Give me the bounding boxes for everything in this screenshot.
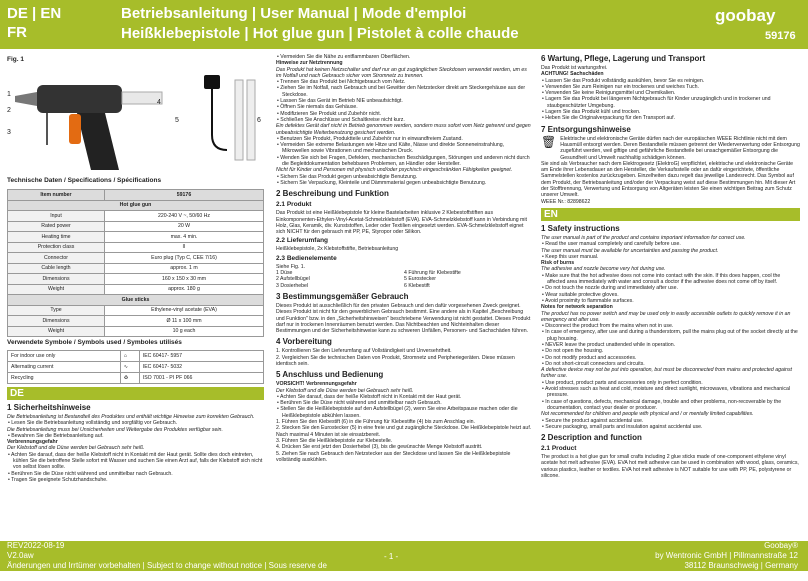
table-cell: Ethylene-vinyl acetate (EVA) bbox=[105, 305, 264, 316]
bullet-item: • Lassen Sie das Gerät im Betrieb NIE unbeaufsichtigt. bbox=[276, 98, 532, 104]
table-cell: max. 4 min. bbox=[105, 232, 264, 243]
footer-bar bbox=[0, 541, 808, 580]
table-cell: 10 g each bbox=[105, 326, 264, 337]
version: V2.0aw bbox=[7, 551, 34, 560]
table-cell: ISO 7001 - PI PF 066 bbox=[139, 373, 263, 384]
section-title: 7 Entsorgungshinweise bbox=[541, 124, 631, 134]
step-item: 1. Führen Sie den Klebestift (6) in die Führung für Klebestifte (4) bis zum Anschlag ein. bbox=[276, 419, 475, 426]
callout-1: 1 bbox=[7, 91, 11, 98]
bullet-item: • Do not modify product and accessories. bbox=[541, 355, 800, 361]
paragraph: Elektrische und elektronische Geräte dürfen nach der europäischen WEEE Richtlinie nicht mit dem Hausmüll entsorgt werden. Deren Bestandteile müssen getrennt der Wiederverwertung oder Entsorgung zugeführt werden, weil giftige und gefährliche Bestandteile bei unsachgemäßer Entsorgung die Gesundheit und Umwelt nachhaltig schädigen können. bbox=[560, 135, 800, 161]
table-cell: Weight bbox=[8, 326, 105, 337]
callout-3: 3 bbox=[7, 129, 11, 136]
revision-date: REV2022-08-19 bbox=[7, 541, 65, 550]
paragraph: Ein defektes Gerät darf nicht in Betrieb genommen werden, sondern muss sofort vom Netz getrennt und gegen unbeabsichtigte Weiterbenutzung gesichert werden. bbox=[276, 123, 531, 136]
product-title: Heißklebepistole | Hot glue gun | Pistolet à colle chaude bbox=[121, 25, 519, 42]
paragraph: Der Klebstoff und die Düse werden bei Gebrauch sehr heiß. bbox=[276, 387, 414, 394]
table-cell: II bbox=[105, 242, 264, 253]
section-title: 5 Anschluss und Bedienung bbox=[276, 370, 384, 380]
controls-list bbox=[276, 270, 532, 289]
bullet-item: • Wear suitable protective gloves. bbox=[541, 292, 800, 298]
table-cell: 220-240 V ~, 50/60 Hz bbox=[105, 211, 264, 222]
manual-title: Betriebsanleitung | User Manual | Mode d'emploi bbox=[121, 5, 467, 22]
section-title: 3 Bestimmungsgemäßer Gebrauch bbox=[276, 291, 409, 301]
table-row bbox=[8, 274, 264, 285]
step-item: 1. Kontrollieren Sie den Lieferumfang auf Vollständigkeit und Unversehrtheit. bbox=[276, 348, 452, 355]
paragraph: Sie sind als Verbraucher nach dem Elektrogesetz (ElektroG) verpflichtet, elektrische und elektronische Geräte am Ende ihrer Lebensdauer an den Hersteller, die Verkaufsstelle oder an dafür eingerichtete, öffentliche Sammelstellen kostenlos zurückzugeben. Einzelheiten dazu regelt das jeweilige Landesrecht. Das Symbol auf dem Produkt, der Betriebsanleitung und/oder der Verpackung weist auf diese Bestimmungen hin. Mit dieser Art der Stofftrennung, Verwertung und Entsorgung von Altgeräten leisten Sie einen wichtigen Beitrag zum Schutz unserer Umwelt. bbox=[541, 160, 796, 199]
bullet-item: • Secure packaging, small parts and insulation against accidental use. bbox=[541, 424, 800, 430]
table-cell: Item number bbox=[8, 190, 105, 201]
paragraph: Das Produkt hat keinen Netzschalter und darf nur an gut zugänglichen Steckdosen verwendet werden, um es im Notfall und nach Gebrauch sicher vom Stromnetz zu trennen. bbox=[276, 66, 527, 79]
subheading: Risk of burns bbox=[541, 260, 575, 267]
subheading: Hinweise zur Netztrennung bbox=[276, 60, 343, 67]
column-3 bbox=[541, 54, 800, 479]
bullet-item: • Use product, product parts and accessories only in perfect condition. bbox=[541, 380, 800, 386]
table-row bbox=[8, 190, 264, 201]
table-row bbox=[8, 221, 264, 232]
plug-shape bbox=[204, 75, 220, 89]
language-line-2: FR bbox=[7, 24, 27, 41]
table-cell: Dimensions bbox=[8, 316, 105, 327]
figure-label: Fig. 1 bbox=[7, 56, 24, 63]
table-row bbox=[8, 295, 264, 306]
paragraph: Siehe Fig. 1. bbox=[276, 263, 306, 270]
table-row bbox=[8, 373, 264, 384]
paragraph: The product is a hot glue gun for small crafts including 2 glue sticks made of one-component ethylene vinyl acetate hot melt adhesive (EVA). EVA hot melt adhesive can be used in combination with wood, glass, ceramics, various plastics, leather or textiles. EVA hot melt adhesive is NOT suitable for use with PP, PE, polystyrene or silicone. bbox=[541, 454, 799, 480]
nozzle-shape bbox=[15, 92, 37, 106]
bullet-item: • Lagern Sie das Produkt kühl und trocken. bbox=[541, 109, 800, 115]
ac-symbol-icon: ∿ bbox=[120, 362, 139, 373]
paragraph: The product has no power switch and may be used only in easily accessible outlets to quickly remove it in an emergency and after use. bbox=[541, 310, 791, 323]
warning-type: Verbrennungsgefahr bbox=[305, 381, 357, 388]
callout-6: 6 bbox=[257, 117, 261, 124]
bullet-item: • Verwenden Sie zum Reinigen nur ein trockenes und weiches Tuch. bbox=[541, 84, 800, 90]
section-title: 2 Description and function bbox=[541, 433, 642, 443]
paragraph: Das Produkt ist wartungsfrei. bbox=[541, 65, 608, 71]
bullet-item: • Schließen Sie Anschlüsse und Schaltkreise nicht kurz. bbox=[276, 117, 532, 123]
bullet-item: • Avoid proximity to flammable surfaces. bbox=[541, 298, 800, 304]
step-item: 5. Ziehen Sie nach Gebrauch den Netzstecker aus der Steckdose und lassen Sie die Heißklebepistole vollständig auskühlen. bbox=[276, 450, 511, 463]
table-cell: IEC 60417- 5032 bbox=[139, 362, 263, 373]
list-item: 4 Führung für Klebestifte bbox=[404, 270, 461, 277]
handle-shape bbox=[77, 113, 119, 170]
list-item: 6 Klebestift bbox=[404, 282, 430, 289]
table-cell: Ø 11 x 100 mm bbox=[105, 316, 264, 327]
symbols-title: Verwendete Symbole / Symbols used / Symboles utilisés bbox=[7, 339, 182, 346]
model-number: 59176 bbox=[765, 30, 796, 42]
weee-block bbox=[541, 136, 800, 161]
bullet-item: • Trennen Sie das Produkt bei Nichtgebrauch vom Netz. bbox=[276, 79, 532, 85]
table-cell: 160 x 150 x 30 mm bbox=[105, 274, 264, 285]
bullet-item: • Do not touch the nozzle during and immediately after use. bbox=[541, 285, 800, 291]
subheading: Verbrennungsgefahr bbox=[7, 439, 58, 446]
paragraph: Heißklebepistole, 2x Klebstoffstifte, Betriebsanleitung bbox=[276, 246, 399, 253]
language-bar-de: DE bbox=[7, 387, 264, 400]
weee-number: WEEE Nr.: 82898622 bbox=[541, 198, 591, 205]
table-cell: Rated power bbox=[8, 221, 105, 232]
paragraph: Die Betriebsanleitung muss bei Unsicherheiten und Weitergabe des Produktes verfügbar sein. bbox=[7, 426, 223, 433]
spare-stick-shape bbox=[235, 80, 243, 160]
bullet-item: • NEVER leave the product unattended while in operation. bbox=[541, 342, 800, 348]
paragraph: The user manual must be available for uncertainties and passing the product. bbox=[541, 247, 719, 254]
bullet-item: • Lagern Sie das Produkt bei längerem Nichtgebrauch für Kinder unzugänglich und in trockener und staubgeschützter Umgebung. bbox=[541, 96, 800, 109]
paragraph: Dieses Produkt ist ausschließlich für den privaten Gebrauch und den dafür vorgesehenen Zweck geeignet. Dieses Produkt ist nicht für den gewerblichen Gebrauch bestimmt. Eine andere als in Kapitel „Beschreibung und Funktion" bzw. in den „Sicherheitshinweisen" beschriebene Verwendung ist nicht gestattet. Dieses Produkt darf nur in trockenen Innenräumen benutzt werden. Das Nichtbeachten und Nichteinhalten dieser Bestimmungen und der Sicherheitshinweise kann zu schweren Unfällen, Personen- und Sachschäden führen. bbox=[276, 302, 531, 335]
table-cell: Weight bbox=[8, 284, 105, 295]
cable-shape bbox=[212, 85, 227, 150]
table-cell: 20 W bbox=[105, 221, 264, 232]
footer-brand: Goobay® bbox=[764, 541, 798, 550]
bullet-item: • Read the user manual completely and carefully before use. bbox=[541, 241, 800, 247]
bullet-item: • Sichern Sie das Produkt gegen unbeabsichtigte Benutzung. bbox=[276, 174, 532, 180]
bullet-item: • Vermeiden Sie die Nähe zu entflammbaren Oberflächen. bbox=[276, 54, 532, 60]
bullet-item: • Tragen Sie geeignete Schutzhandschuhe. bbox=[7, 477, 264, 483]
table-cell: Dimensions bbox=[8, 274, 105, 285]
subsection-title: 2.2 Lieferumfang bbox=[276, 237, 329, 245]
column-2 bbox=[276, 54, 532, 463]
bullet-item: • Berühren Sie die Düse nicht während und unmittelbar nach Gebrauch. bbox=[7, 471, 264, 477]
column-1 bbox=[7, 54, 264, 483]
paragraph: The adhesive and nozzle become very hot during use. bbox=[541, 266, 666, 273]
table-subheading: Hot glue gun bbox=[8, 200, 264, 211]
table-cell: Alternating current bbox=[8, 362, 121, 373]
warning-label: ACHTUNG! bbox=[541, 71, 569, 78]
glue-gun-illustration bbox=[7, 70, 264, 175]
section-title: 1 Sicherheitshinweise bbox=[7, 403, 91, 412]
bullet-item: • Achten Sie darauf, dass der heiße Klebstoff nicht in Kontakt mit der Haut gerät. bbox=[276, 394, 532, 400]
language-bar-en: EN bbox=[541, 208, 800, 221]
table-row bbox=[8, 232, 264, 243]
table-row bbox=[8, 326, 264, 337]
bullet-item: • In case of emergency, after use and during a thunderstorm, pull the mains plug out of the socket directly at the plug housing. bbox=[541, 329, 800, 342]
list-item: 1 Düse bbox=[276, 270, 293, 277]
section-title: 1 Safety instructions bbox=[541, 223, 620, 233]
table-row bbox=[8, 284, 264, 295]
weee-bin-icon: 🗑 bbox=[541, 134, 557, 149]
paragraph: The user manual is part of the product and contains important information for correct use. bbox=[541, 234, 746, 241]
subsection-title: 2.1 Produkt bbox=[276, 201, 312, 209]
product-figure bbox=[7, 70, 264, 175]
spare-stick-shape-2 bbox=[247, 80, 255, 160]
step-item: 2. Stecken Sie den Eurostecker (5) in eine freie und gut zugängliche Steckdose. Die Heißklebepistole heizt auf. Nach maximal 4 Minuten ist sie einsatzbereit. bbox=[276, 425, 532, 438]
bullet-item: • Achten Sie darauf, dass der heiße Klebstoff nicht in Kontakt mit der Haut gerät. Sollte dies doch eintreten, kühlen Sie die betroffene Stelle sofort mit Wasser und suchen Sie einen Arzt auf, falls der Klebstoff sich nicht von selbst lösen sollte. bbox=[7, 452, 264, 471]
bullet-item: • Make sure that the hot adhesive does not come into contact with the skin. If this does happen, cool the affected area immediately with water and consult a doctor if the adhesive does not come off by itself. bbox=[541, 273, 800, 286]
bullet-item: • Lesen Sie die Betriebsanleitung vollständig und sorgfältig vor Gebrauch. bbox=[7, 420, 264, 426]
bullet-item: • In case of questions, defects, mechanical damage, trouble and other problems, non-recoverable by the documentation, contact your dealer or producer. bbox=[541, 399, 800, 412]
bullet-item: • Disconnect the product from the mains when not in use. bbox=[541, 323, 800, 329]
table-row bbox=[8, 211, 264, 222]
table-row bbox=[8, 263, 264, 274]
callout-2: 2 bbox=[7, 107, 11, 114]
page-number: - 1 - bbox=[384, 552, 399, 561]
disclaimer: Änderungen und Irrtümer vorbehalten | Subject to change without notice | Sous reserve de modifications. bbox=[7, 561, 327, 580]
bullet-item: • Bewahren Sie die Betriebsanleitung auf. bbox=[7, 433, 264, 439]
symbols-table bbox=[7, 350, 264, 384]
bullet-item: • Öffnen Sie niemals das Gehäuse. bbox=[276, 104, 532, 110]
list-item: 3 Dosierhebel bbox=[276, 282, 309, 289]
trigger-shape bbox=[69, 114, 81, 144]
section-title: 2 Beschreibung und Funktion bbox=[276, 189, 389, 199]
table-row bbox=[8, 316, 264, 327]
indoor-symbol-icon: ⌂ bbox=[120, 351, 139, 362]
warning-label: VORSICHT! bbox=[276, 381, 305, 388]
bullet-item: • Do not open the housing. bbox=[541, 348, 800, 354]
table-cell: Protection class bbox=[8, 242, 105, 253]
paragraph: Der Klebstoff und die Düse werden bei Gebrauch sehr heiß. bbox=[7, 445, 145, 452]
table-row bbox=[8, 242, 264, 253]
bullet-item: • Wenden Sie sich bei Fragen, Defekten, mechanischen Beschädigungen, Störungen und anderen nicht durch die Begleitdokumentation behebbaren Problemen, an Händler oder Hersteller. bbox=[276, 155, 532, 168]
list-item: 2 Aufstellbügel bbox=[276, 276, 310, 283]
subheading: Notes for network separation bbox=[541, 304, 613, 311]
language-codes bbox=[7, 4, 61, 42]
brand-logo: goobay bbox=[715, 6, 776, 25]
table-cell: Euro plug (Typ C, CEE 7/16) bbox=[105, 253, 264, 264]
table-cell: Connector bbox=[8, 253, 105, 264]
table-cell: For indoor use only bbox=[8, 351, 121, 362]
paragraph: Not recommended for children and people with physical and / or mentally limited capabilities. bbox=[541, 411, 754, 418]
table-row bbox=[8, 200, 264, 211]
step-item: 2. Vergleichen Sie die technischen Daten von Produkt, Stromnetz und Peripheriegeräten. Diese müssen identisch sein. bbox=[276, 354, 515, 367]
footer-left bbox=[7, 541, 357, 581]
section-title: 4 Vorbereitung bbox=[276, 337, 332, 347]
table-cell: 59176 bbox=[105, 190, 264, 201]
warning-type: Sachschäden bbox=[570, 71, 604, 78]
footer-right bbox=[655, 541, 798, 571]
bullet-item: • Secure the product against accidental use. bbox=[541, 418, 800, 424]
table-row bbox=[8, 351, 264, 362]
paragraph: Die Betriebsanleitung ist Bestandteil des Produktes und enthält wichtige Hinweise zum korrekten Gebrauch. bbox=[7, 414, 255, 420]
callout-4: 4 bbox=[157, 99, 161, 106]
bullet-item: • Stellen Sie die Heißklebepistole auf den Aufstellbügel (2), wenn Sie eine Arbeitspause machen oder die Heißklebepistole abkühlen lassen. bbox=[276, 406, 532, 419]
subsection-title: 2.3 Bedienelemente bbox=[276, 254, 337, 262]
bullet-item: • Modifizieren Sie Produkt und Zubehör nicht. bbox=[276, 111, 532, 117]
table-cell: IEC 60417- 5957 bbox=[139, 351, 263, 362]
paragraph: Nicht für Kinder und Personen mit physisch und/oder psychisch eingeschränkten Fähigkeiten geeignet. bbox=[276, 167, 513, 174]
table-row bbox=[8, 253, 264, 264]
tech-data-table bbox=[7, 189, 264, 337]
footer-city: 38112 Braunschweig | Germany bbox=[684, 561, 798, 570]
recycling-symbol-icon: ♻ bbox=[120, 373, 139, 384]
callout-5: 5 bbox=[175, 117, 179, 124]
subsection-title: 2.1 Product bbox=[541, 445, 577, 453]
step-item: 3. Führen Sie die Heißklebepistole zur Klebestelle. bbox=[276, 437, 393, 444]
list-item: 5 Eurostecker bbox=[404, 276, 437, 283]
table-cell: approx. 1 m bbox=[105, 263, 264, 274]
bullet-item: • Keep this user manual. bbox=[541, 254, 800, 260]
bullet-item: • Berühren Sie die Düse nicht während und unmittelbar nach Gebrauch. bbox=[276, 400, 532, 406]
footer-company: by Wentronic GmbH | Pillmannstraße 12 bbox=[655, 551, 798, 560]
table-row bbox=[8, 362, 264, 373]
step-item: 4. Drücken Sie erst jetzt den Dosierhebel (3), bis die gewünschte Menge Klebstoff austritt. bbox=[276, 444, 483, 451]
glue-stick-shape bbox=[122, 92, 162, 104]
bullet-item: • Vermeiden Sie extreme Belastungen wie Hitze und Kälte, Nässe und direkte Sonneneinstrahlung, Mikrowellen sowie Vibrationen und mechanischen Druck. bbox=[276, 142, 532, 155]
table-cell: Heating time bbox=[8, 232, 105, 243]
gun-body bbox=[37, 85, 122, 113]
table-subheading: Glue sticks bbox=[8, 295, 264, 306]
header-bar bbox=[0, 0, 808, 49]
table-cell: Cable length bbox=[8, 263, 105, 274]
table-cell: Type bbox=[8, 305, 105, 316]
bullet-item: • Ziehen Sie im Notfall, nach Gebrauch und bei Gewitter den Netzstecker direkt am Steckergehäuse aus der Steckdose. bbox=[276, 85, 532, 98]
language-line-1: DE | EN bbox=[7, 5, 62, 22]
table-cell: Recycling bbox=[8, 373, 121, 384]
bullet-item: • Avoid stresses such as heat and cold, moisture and direct sunlight, microwaves, vibrations and mechanical pressure. bbox=[541, 386, 800, 399]
table-row bbox=[8, 305, 264, 316]
bullet-item: • Sichern Sie Verpackung, Kleinteile und Dämmmaterial gegen unbeabsichtigte Benutzung. bbox=[276, 180, 532, 186]
bullet-item: • Benutzen Sie Produkt, Produktteile und Zubehör nur in einwandfreiem Zustand. bbox=[276, 136, 532, 142]
table-cell: Input bbox=[8, 211, 105, 222]
paragraph: A defective device may not be put into operation, but must be disconnected from mains and protected against further use. bbox=[541, 367, 792, 380]
bullet-item: • Verwenden Sie keine Reinigungsmittel und Chemikalien. bbox=[541, 90, 800, 96]
bullet-item: • Lassen Sie das Produkt vollständig auskühlen, bevor Sie es reinigen. bbox=[541, 78, 800, 84]
section-title: 6 Wartung, Pflege, Lagerung und Transport bbox=[541, 54, 706, 63]
table-cell: approx. 180 g bbox=[105, 284, 264, 295]
paragraph: Das Produkt ist eine Heißklebepistole für kleine Bastelarbeiten inklusive 2 Klebestoffstiften aus Einkomponenten-Ethylen-Vinyl-Acetat-Schmelzklebstoff (EVA). EVA-Schmelzklebstoff kann in Verbindung mit Holz, Glas, Keramik, div. Kunststoffen, Leder oder Textilien eingesetzt werden. EVA-Schmelzklebstoff eignet sich NICHT für den gebrauch mit PP, PE, Styropor oder Silikon. bbox=[276, 210, 527, 236]
bullet-item: • Heben Sie die Originalverpackung für den Transport auf. bbox=[541, 115, 800, 121]
tech-data-title: Technische Daten / Specifications / Spécifications bbox=[7, 177, 162, 184]
bullet-item: • Do not short-circuit connectors and circuits. bbox=[541, 361, 800, 367]
